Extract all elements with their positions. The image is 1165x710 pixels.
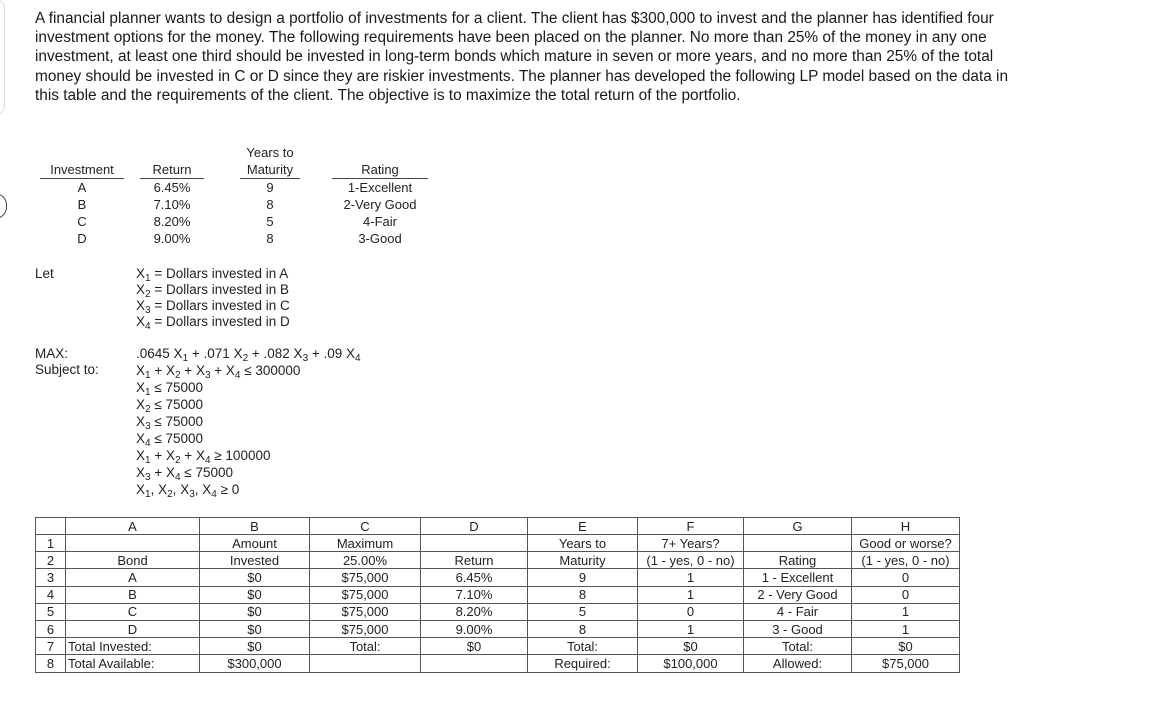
column-header: D (421, 518, 528, 535)
cell[interactable]: D (66, 620, 200, 637)
cell[interactable]: 8.20% (421, 603, 528, 620)
info-years: 9 (266, 180, 274, 195)
cell[interactable]: 1 - Excellent (744, 569, 852, 586)
info-return: 7.10% (153, 197, 191, 212)
cell[interactable] (421, 535, 528, 552)
cell[interactable]: 9 (528, 569, 638, 586)
info-years: 5 (266, 214, 274, 229)
cell[interactable]: 0 (852, 586, 960, 603)
variable-definition: $X_3$ = Dollars invested in C (136, 298, 290, 316)
variable-definition: $X_4$ = Dollars invested in D (136, 314, 290, 332)
header-rating: Rating (361, 162, 399, 177)
cell[interactable]: 8 (528, 586, 638, 603)
column-header: A (66, 518, 200, 535)
max-label: MAX: (35, 346, 69, 361)
cell[interactable]: 0 (852, 569, 960, 586)
header-return: Return (152, 162, 192, 177)
info-rating: 2-Very Good (343, 197, 417, 212)
cell[interactable]: 0 (638, 603, 744, 620)
column-header: C (310, 518, 421, 535)
cell[interactable]: $100,000 (638, 655, 744, 672)
left-panel-handle (0, 193, 7, 219)
cell[interactable]: $0 (200, 586, 310, 603)
sheet-row (36, 603, 960, 620)
sheet-row (36, 535, 960, 552)
info-rating: 4-Fair (363, 214, 397, 229)
info-rating: 3-Good (358, 231, 402, 246)
cell[interactable]: C (66, 603, 200, 620)
cell[interactable]: Allowed: (744, 655, 852, 672)
cell[interactable]: Maximum (310, 535, 421, 552)
info-rating: 1-Excellent (347, 180, 413, 195)
cell[interactable]: 5 (528, 603, 638, 620)
cell[interactable]: $0 (200, 603, 310, 620)
problem-statement: A financial planner wants to design a portfolio of investments for a client. The client has $300,000 to invest and the planner has identified four investment options for the money. The following requirements have been placed on the planner. No more than 25% of the money in any one investment, at least one third should be invested in long-term bonds which mature in seven or more years, and no more than 25% of the total money should be invested in C or D since they are riskier investments. The planner has developed the following LP model based on the data in this table and the requirements of the client. The objective is to maximize the total return of the portfolio. (35, 10, 1009, 104)
cell[interactable]: Maturity (528, 552, 638, 569)
cell[interactable]: Total Available: (66, 655, 200, 672)
cell[interactable]: 7.10% (421, 586, 528, 603)
cell[interactable]: 8 (528, 620, 638, 637)
cell[interactable]: (1 - yes, 0 - no) (852, 552, 960, 569)
cell[interactable]: Good or worse? (852, 535, 960, 552)
info-investment: A (77, 180, 87, 195)
constraint: $X_4 \le 75000$ (136, 431, 204, 449)
corner-cell (36, 518, 66, 535)
row-number: 1 (36, 535, 66, 552)
cell[interactable]: $75,000 (310, 603, 421, 620)
cell[interactable]: Total: (744, 638, 852, 655)
info-return: 6.45% (153, 180, 191, 195)
row-number: 8 (36, 655, 66, 672)
info-return: 8.20% (153, 214, 191, 229)
cell[interactable]: $300,000 (200, 655, 310, 672)
cell[interactable]: $0 (200, 569, 310, 586)
cell[interactable]: Total Invested: (66, 638, 200, 655)
header-years-top: Years to (246, 145, 294, 160)
spreadsheet-grid (35, 517, 960, 673)
column-header-row (36, 518, 960, 535)
row-number: 2 (36, 552, 66, 569)
cell[interactable]: Bond (66, 552, 200, 569)
cell[interactable]: 1 (852, 620, 960, 637)
cell[interactable]: $0 (200, 638, 310, 655)
info-investment: C (77, 214, 87, 229)
cell[interactable]: $75,000 (310, 586, 421, 603)
cell[interactable]: $0 (852, 638, 960, 655)
cell[interactable] (744, 535, 852, 552)
constraint: $X_2 \le 75000$ (136, 397, 204, 415)
cell[interactable]: 7+ Years? (638, 535, 744, 552)
sheet-row (36, 620, 960, 637)
subject-to-label: Subject to: (35, 362, 99, 377)
cell[interactable]: A (66, 569, 200, 586)
cell[interactable]: 6.45% (421, 569, 528, 586)
sheet-row (36, 638, 960, 655)
row-number: 4 (36, 586, 66, 603)
cell[interactable]: Invested (200, 552, 310, 569)
column-header: F (638, 518, 744, 535)
column-header: E (528, 518, 638, 535)
row-number: 6 (36, 620, 66, 637)
let-label: Let (35, 266, 54, 281)
cell[interactable]: Amount (200, 535, 310, 552)
cell[interactable] (421, 655, 528, 672)
cell[interactable] (310, 655, 421, 672)
cell[interactable]: 1 (638, 620, 744, 637)
cell[interactable]: Total: (310, 638, 421, 655)
row-number: 5 (36, 603, 66, 620)
cell[interactable]: (1 - yes, 0 - no) (638, 552, 744, 569)
cell[interactable]: Years to (528, 535, 638, 552)
cell[interactable]: Total: (528, 638, 638, 655)
left-panel-edge (0, 0, 5, 114)
header-investment: Investment (50, 162, 114, 177)
column-header: G (744, 518, 852, 535)
cell[interactable]: 4 - Fair (744, 603, 852, 620)
cell[interactable]: $75,000 (310, 620, 421, 637)
cell[interactable]: B (66, 586, 200, 603)
sheet-row (36, 552, 960, 569)
info-years: 8 (266, 231, 274, 246)
variable-definition: $X_1$ = Dollars invested in A (136, 266, 289, 284)
cell[interactable] (66, 535, 200, 552)
constraint: $X_1 + X_2 + X_3 + X_4 \le 300000$ (136, 363, 301, 381)
sheet-row (36, 655, 960, 672)
cell[interactable]: 2 - Very Good (744, 586, 852, 603)
sheet-row (36, 569, 960, 586)
cell[interactable]: $75,000 (310, 569, 421, 586)
cell[interactable]: $0 (200, 620, 310, 637)
constraint: $X_1 \le 75000$ (136, 380, 204, 398)
cell[interactable]: 1 (852, 603, 960, 620)
cell[interactable]: 3 - Good (744, 620, 852, 637)
info-years: 8 (266, 197, 274, 212)
cell[interactable]: Rating (744, 552, 852, 569)
variable-definition: $X_2$ = Dollars invested in B (136, 282, 290, 300)
cell[interactable]: 9.00% (421, 620, 528, 637)
constraint: $X_1$, $X_2$, $X_3$, $X_4 \ge 0$ (136, 482, 240, 500)
row-number: 7 (36, 638, 66, 655)
column-header: H (852, 518, 960, 535)
cell[interactable]: Return (421, 552, 528, 569)
column-header: B (200, 518, 310, 535)
row-number: 3 (36, 569, 66, 586)
constraint: $X_3 \le 75000$ (136, 414, 204, 432)
constraint: $X_3 + X_4 \le 75000$ (136, 465, 233, 483)
cell[interactable]: 25.00% (310, 552, 421, 569)
constraint: $X_1 + X_2 + X_4 \ge 100000$ (136, 448, 271, 466)
sheet-row (36, 586, 960, 603)
info-investment: D (77, 231, 87, 246)
cell[interactable]: $0 (421, 638, 528, 655)
cell[interactable]: $75,000 (852, 655, 960, 672)
header-years-bottom: Maturity (246, 162, 294, 177)
info-return: 9.00% (153, 231, 191, 246)
cell[interactable]: 1 (638, 586, 744, 603)
cell[interactable]: 1 (638, 569, 744, 586)
info-investment: B (77, 197, 87, 212)
objective-function: .0645 $X_1 + .071$ $X_2 + .082$ $X_3 + .09$ $X_4$ (136, 346, 361, 364)
cell[interactable]: $0 (638, 638, 744, 655)
cell[interactable]: Required: (528, 655, 638, 672)
